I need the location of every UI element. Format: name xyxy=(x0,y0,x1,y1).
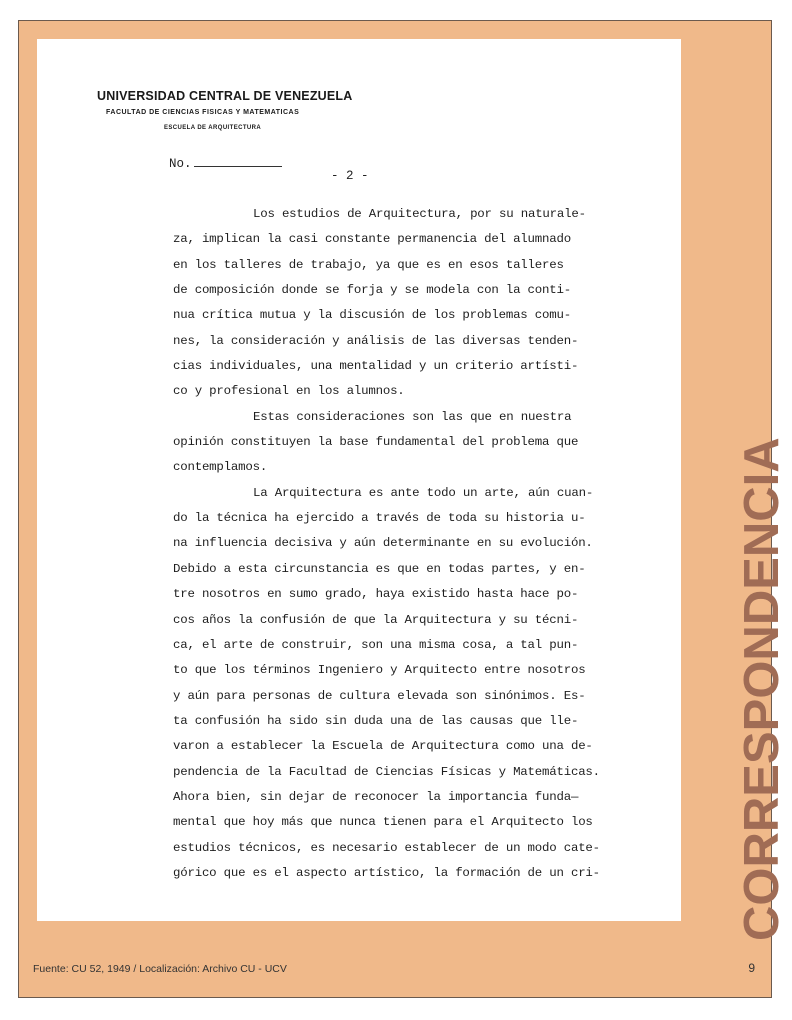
letter-line: en los talleres de trabajo, ya que es en esos talleres xyxy=(173,257,564,272)
letter-line: varon a establecer la Escuela de Arquitectura como una de- xyxy=(173,739,593,754)
letter-line: górico que es el aspecto artístico, la formación de un cri- xyxy=(173,865,600,880)
letter-line: cos años la confusión de que la Arquitectura y su técni- xyxy=(173,612,579,627)
document-number-label: No. xyxy=(169,157,192,171)
letter-line: Debido a esta circunstancia es que en todas partes, y en- xyxy=(173,561,586,576)
footer-page-number: 9 xyxy=(748,961,755,975)
letter-line: cias individuales, una mentalidad y un criterio artísti- xyxy=(173,359,579,374)
scanned-letter xyxy=(37,39,681,921)
letter-line: na influencia decisiva y aún determinante en su evolución. xyxy=(173,536,593,551)
letterhead-faculty: FACULTAD DE CIENCIAS FISICAS Y MATEMATICAS xyxy=(106,109,300,116)
letter-body xyxy=(173,202,643,886)
letter-line: Estas consideraciones son las que en nuestra xyxy=(253,409,572,424)
letter-line: ca, el arte de construir, son una misma cosa, a tal pun- xyxy=(173,637,579,652)
letter-line: mental que hoy más que nunca tienen para el Arquitecto los xyxy=(173,815,593,830)
letterhead-university: UNIVERSIDAD CENTRAL DE VENEZUELA xyxy=(97,89,353,103)
letter-line: do la técnica ha ejercido a través de toda su historia u- xyxy=(173,511,586,526)
letter-line: y aún para personas de cultura elevada son sinónimos. Es- xyxy=(173,688,586,703)
letter-line: to que los términos Ingeniero y Arquitecto entre nosotros xyxy=(173,663,586,678)
document-number-blank xyxy=(194,165,282,167)
page-frame xyxy=(18,20,789,998)
letter-line: nes, la consideración y análisis de las diversas tenden- xyxy=(173,333,579,348)
letter-line: Ahora bien, sin dejar de reconocer la importancia funda— xyxy=(173,789,579,804)
side-title xyxy=(734,437,790,941)
document-number xyxy=(169,157,282,171)
letter-line: tre nosotros en sumo grado, haya existido hasta hace po- xyxy=(173,587,579,602)
letter-line: contemplamos. xyxy=(173,460,268,475)
page-marker: - 2 - xyxy=(331,169,369,183)
footer-source: Fuente: CU 52, 1949 / Localización: Archivo CU - UCV xyxy=(33,963,287,975)
letter-line: opinión constituyen la base fundamental del problema que xyxy=(173,435,579,450)
side-title-text: CORRESPONDENCIA xyxy=(735,437,789,941)
letter-line: co y profesional en los alumnos. xyxy=(173,384,405,399)
letter-line: nua crítica mutua y la discusión de los problemas comu- xyxy=(173,308,571,323)
letter-line: ta confusión ha sido sin duda una de las causas que lle- xyxy=(173,713,579,728)
letter-line: Los estudios de Arquitectura, por su naturale- xyxy=(253,207,586,221)
letter-line: za, implican la casi constante permanencia del alumnado xyxy=(173,232,571,247)
letterhead-school: ESCUELA DE ARQUITECTURA xyxy=(164,125,262,131)
letter-line: estudios técnicos, es necesario establecer de un modo cate- xyxy=(173,840,600,855)
letter-line: de composición donde se forja y se modela con la conti- xyxy=(173,283,571,298)
letter-line: pendencia de la Facultad de Ciencias Físicas y Matemáticas. xyxy=(173,764,600,779)
letter-line: La Arquitectura es ante todo un arte, aún cuan- xyxy=(253,485,594,500)
